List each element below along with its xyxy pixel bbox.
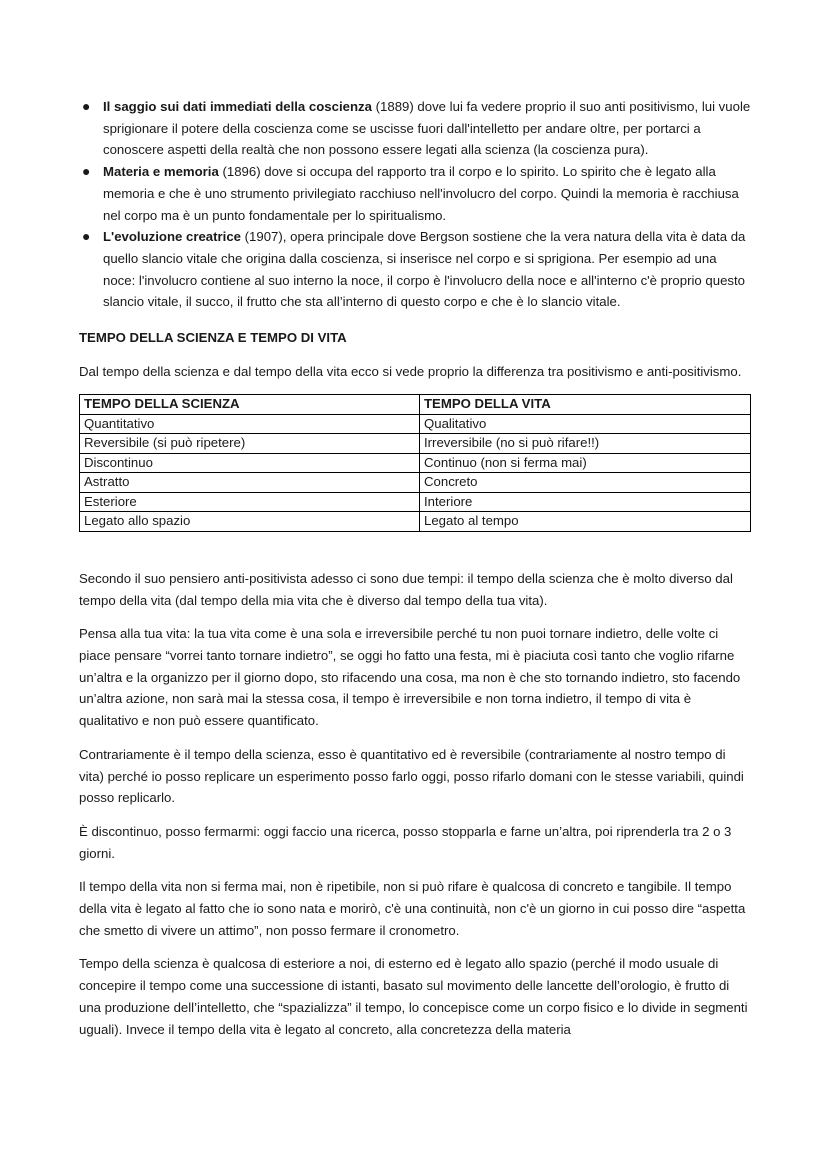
- bullet-icon: ●: [82, 228, 91, 245]
- table-cell: Concreto: [420, 473, 751, 493]
- body-paragraph: È discontinuo, posso fermarmi: oggi faccio una ricerca, posso stopparla e farne un’altra, poi riprenderla tra 2 o 3 giorni.: [79, 823, 732, 861]
- body-paragraph: Il tempo della vita non si ferma mai, non è ripetibile, non si può rifare è qualcosa di concreto e tangibile. Il tempo della vita è legato al fatto che io sono nata e morirò, c'è una continuità, non c'è un giorno in cui posso dire “aspetta che smetto di vivere un attimo”, non posso fermare il cronometro.: [79, 879, 746, 938]
- work-description: (1896) dove si occupa del rapporto tra il corpo e lo spirito. Lo spirito che è legato alla memoria e che è uno strumento privilegiato racchiuso nell'involucro del corpo. Quindi la memoria è racchiusa nel corpo ma è un punto fondamentale per lo spiritualismo.: [103, 164, 739, 223]
- body-paragraph: Tempo della scienza è qualcosa di esteriore a noi, di esterno ed è legato allo spazio (perché il modo usuale di concepire il tempo come una successione di istanti, basato sul movimento delle lancette dell’orologio, è frutto di una produzione dell’intelletto, che “spazializza” il tempo, lo concepisce come un corpo fisico e lo divide in segmenti uguali). Invece il tempo della vita è legato al concreto, alla concretezza della materia: [79, 956, 748, 1037]
- section-heading: TEMPO DELLA SCIENZA E TEMPO DI VITA: [79, 330, 347, 346]
- table-cell: Interiore: [420, 492, 751, 512]
- list-item: [79, 161, 751, 226]
- work-title: Materia e memoria: [103, 164, 219, 180]
- table-row: [80, 453, 751, 473]
- table-row: [80, 512, 751, 532]
- table-cell: Irreversibile (no si può rifare!!): [420, 434, 751, 454]
- table-row: [80, 434, 751, 454]
- table-cell: Esteriore: [80, 492, 420, 512]
- intro-paragraph: Dal tempo della scienza e dal tempo della vita ecco si vede proprio la differenza tra positivismo e anti-positivismo.: [79, 363, 742, 379]
- table-row: [80, 492, 751, 512]
- work-description: (1889) dove lui fa vedere proprio il suo anti positivismo, lui vuole sprigionare il potere della coscienza come se uscisse fuori dall'intelletto per andare oltre, per portarci a conoscere aspetti della realtà che non possono essere legati alla scienza (la coscienza pura).: [103, 99, 751, 158]
- table-cell: Legato al tempo: [420, 512, 751, 532]
- column-header-life: TEMPO DELLA VITA: [420, 395, 751, 415]
- table-cell: Quantitativo: [80, 414, 420, 434]
- table-row: [80, 473, 751, 493]
- table-cell: Reversibile (si può ripetere): [80, 434, 420, 454]
- list-item: [79, 226, 751, 313]
- works-list: [79, 96, 751, 313]
- body-paragraph: Contrariamente è il tempo della scienza, esso è quantitativo ed è reversibile (contrariamente al nostro tempo di vita) perché io posso replicare un esperimento posso farlo oggi, posso rifarlo domani con le stesse variabili, quindi posso replicarlo.: [79, 746, 744, 806]
- bullet-icon: ●: [82, 163, 91, 180]
- list-item: [79, 96, 751, 161]
- table-cell: Qualitativo: [420, 414, 751, 434]
- comparison-table: [79, 394, 751, 532]
- table-cell: Discontinuo: [80, 453, 420, 473]
- body-paragraph: Secondo il suo pensiero anti-positivista adesso ci sono due tempi: il tempo della scienza che è molto diverso dal tempo della vita (dal tempo della mia vita che è diverso dal tempo della tua vita).: [79, 570, 733, 608]
- column-header-science: TEMPO DELLA SCIENZA: [80, 395, 420, 415]
- table-row: [80, 414, 751, 434]
- work-title: L'evoluzione creatrice: [103, 229, 241, 245]
- document-page: [79, 96, 751, 1040]
- work-description: (1907), opera principale dove Bergson sostiene che la vera natura della vita è data da quello slancio vitale che origina dalla coscienza, si inserisce nel corpo e si sprigiona. Per esempio ad una noce: l'involucro contiene al suo interno la noce, il corpo è l'involucro della noce e all'interno c'è proprio questo slancio vitale, il succo, il frutto che sta all’interno di questo corpo e che è lo slancio vitale.: [103, 229, 746, 310]
- body-paragraph: Pensa alla tua vita: la tua vita come è una sola e irreversibile perché tu non puoi tornare indietro, delle volte ci piace pensare “vorrei tanto tornare indietro”, se oggi ho fatto una festa, mi è piaciuta così tanto che voglio rifarne un’altra e la organizzo per il giorno dopo, sto rifacendo una cosa, ma non è che sto tornando indietro, sto facendo un’altra azione, non sarà mai la stessa cosa, il tempo è irreversibile e non torna indietro, il tempo di vita è qualitativo e non può essere quantificato.: [79, 626, 741, 729]
- table-cell: Legato allo spazio: [80, 512, 420, 532]
- bullet-icon: ●: [82, 98, 91, 114]
- table-cell: Continuo (non si ferma mai): [420, 453, 751, 473]
- table-header-row: [80, 395, 751, 415]
- table-cell: Astratto: [80, 473, 420, 493]
- work-title: Il saggio sui dati immediati della coscienza: [103, 99, 372, 114]
